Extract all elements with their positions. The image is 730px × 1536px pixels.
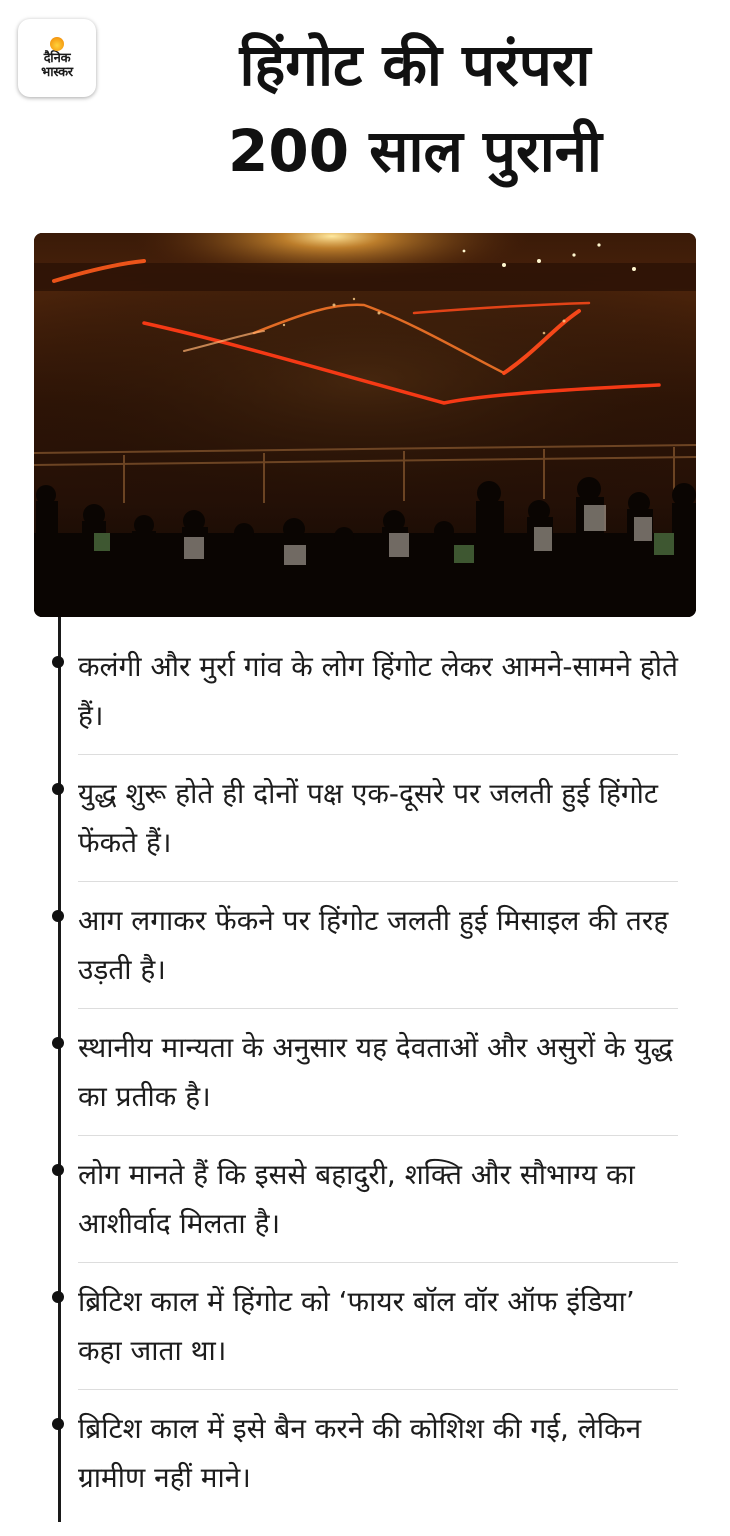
fact-text: आग लगाकर फेंकने पर हिंगोट जलती हुई मिसाइल की तरह उड़ती है। bbox=[78, 904, 669, 986]
title-line1: हिंगोट की परंपरा bbox=[239, 31, 591, 99]
fact-list bbox=[0, 642, 730, 1516]
fact-item bbox=[78, 1136, 678, 1263]
hingot-photo bbox=[34, 233, 696, 617]
page-title bbox=[120, 22, 710, 194]
bullet-dot bbox=[52, 1291, 64, 1303]
bullet-dot bbox=[52, 783, 64, 795]
bullet-dot bbox=[52, 1164, 64, 1176]
fact-item bbox=[78, 882, 678, 1009]
logo-line1: दैनिक bbox=[43, 50, 71, 66]
brand-logo bbox=[18, 19, 96, 97]
fact-text: ब्रिटिश काल में इसे बैन करने की कोशिश की गई, लेकिन ग्रामीण नहीं माने। bbox=[78, 1412, 642, 1494]
title-line2: 200 साल पुरानी bbox=[228, 117, 602, 185]
bullet-dot bbox=[52, 910, 64, 922]
logo-line2: भास्कर bbox=[41, 64, 73, 80]
fact-text: कलंगी और मुर्रा गांव के लोग हिंगोट लेकर आमने-सामने होते हैं। bbox=[78, 650, 678, 732]
fact-text: ब्रिटिश काल में हिंगोट को ‘फायर बॉल वॉर ऑफ इंडिया’ कहा जाता था। bbox=[78, 1285, 635, 1367]
bullet-dot bbox=[52, 1418, 64, 1430]
fact-item bbox=[78, 1390, 678, 1516]
hingot-night-scene-image bbox=[34, 233, 696, 617]
bullet-dot bbox=[52, 656, 64, 668]
sun-icon bbox=[46, 37, 68, 51]
fact-item bbox=[78, 1263, 678, 1390]
fact-text: युद्ध शुरू होते ही दोनों पक्ष एक-दूसरे पर जलती हुई हिंगोट फेंकते हैं। bbox=[78, 777, 659, 859]
fact-item bbox=[78, 1009, 678, 1136]
fact-item bbox=[78, 642, 678, 755]
fact-text: लोग मानते हैं कि इससे बहादुरी, शक्ति और सौभाग्य का आशीर्वाद मिलता है। bbox=[78, 1158, 635, 1240]
fact-item bbox=[78, 755, 678, 882]
bullet-dot bbox=[52, 1037, 64, 1049]
fact-text: स्थानीय मान्यता के अनुसार यह देवताओं और असुरों के युद्ध का प्रतीक है। bbox=[78, 1031, 673, 1113]
